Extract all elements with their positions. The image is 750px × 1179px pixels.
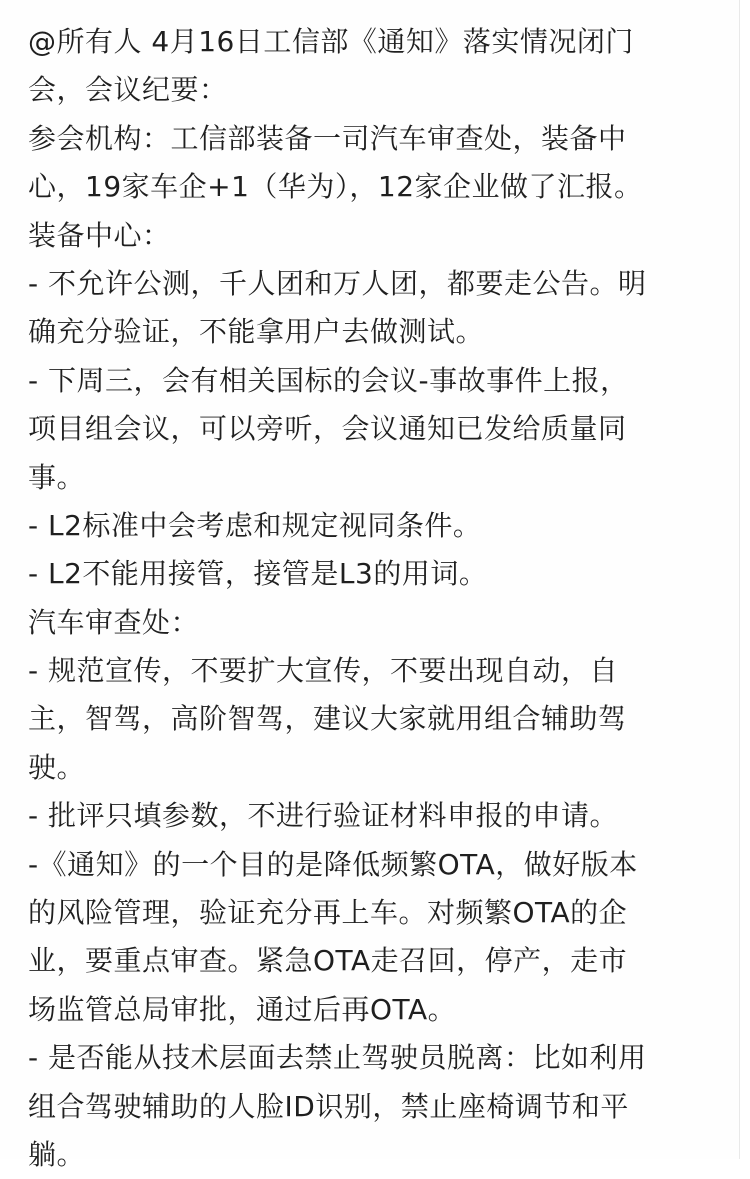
section-heading-equipment-center: 装备中心：	[28, 218, 171, 252]
notes-line: - 批评只填参数，不进行验证材料申报的申请。	[28, 799, 619, 833]
notes-line: 参会机构：工信部装备一司汽车审查处，装备中	[28, 121, 627, 155]
notes-line: -《通知》的一个目的是降低频繁OTA，做好版本	[28, 847, 638, 881]
notes-line: - L2标准中会考虑和规定视同条件。	[28, 508, 482, 542]
notes-line: - 是否能从技术层面去禁止驾驶员脱离：比如利用	[28, 1041, 647, 1075]
notes-line: 会，会议纪要：	[28, 73, 228, 107]
notes-line: 事。	[28, 460, 86, 494]
section-heading-vehicle-review: 汽车审查处：	[28, 605, 200, 639]
notes-line: 心，19家车企+1（华为），12家企业做了汇报。	[28, 170, 643, 204]
notes-line: - 不允许公测，千人团和万人团，都要走公告。明	[28, 266, 647, 300]
notes-line: 主，智驾，高阶智驾，建议大家就用组合辅助驾	[28, 702, 627, 736]
notes-line: - 规范宣传，不要扩大宣传，不要出现自动，自	[28, 654, 619, 688]
meeting-notes-text	[28, 18, 719, 1179]
notes-line: 组合驾驶辅助的人脸ID识别，禁止座椅调节和平	[28, 1089, 629, 1123]
notes-line: 场监管总局审批，通过后再OTA。	[28, 992, 457, 1026]
notes-line: 确充分验证，不能拿用户去做测试。	[28, 315, 485, 349]
notes-line: - 下周三，会有相关国标的会议-事故事件上报，	[28, 363, 629, 397]
notes-line: 项目组会议，可以旁听，会议通知已发给质量同	[28, 412, 627, 446]
notes-line: - L2不能用接管，接管是L3的用词。	[28, 557, 488, 591]
notes-line: @所有人 4月16日工信部《通知》落实情况闭门	[28, 25, 634, 58]
notes-line: 的风险管理，验证充分再上车。对频繁OTA的企	[28, 896, 628, 930]
notes-line: 驶。	[28, 750, 86, 784]
notes-line: 躺。	[28, 1137, 86, 1171]
notes-line: 业，要重点审查。紧急OTA走召回，停产，走市	[28, 944, 628, 978]
